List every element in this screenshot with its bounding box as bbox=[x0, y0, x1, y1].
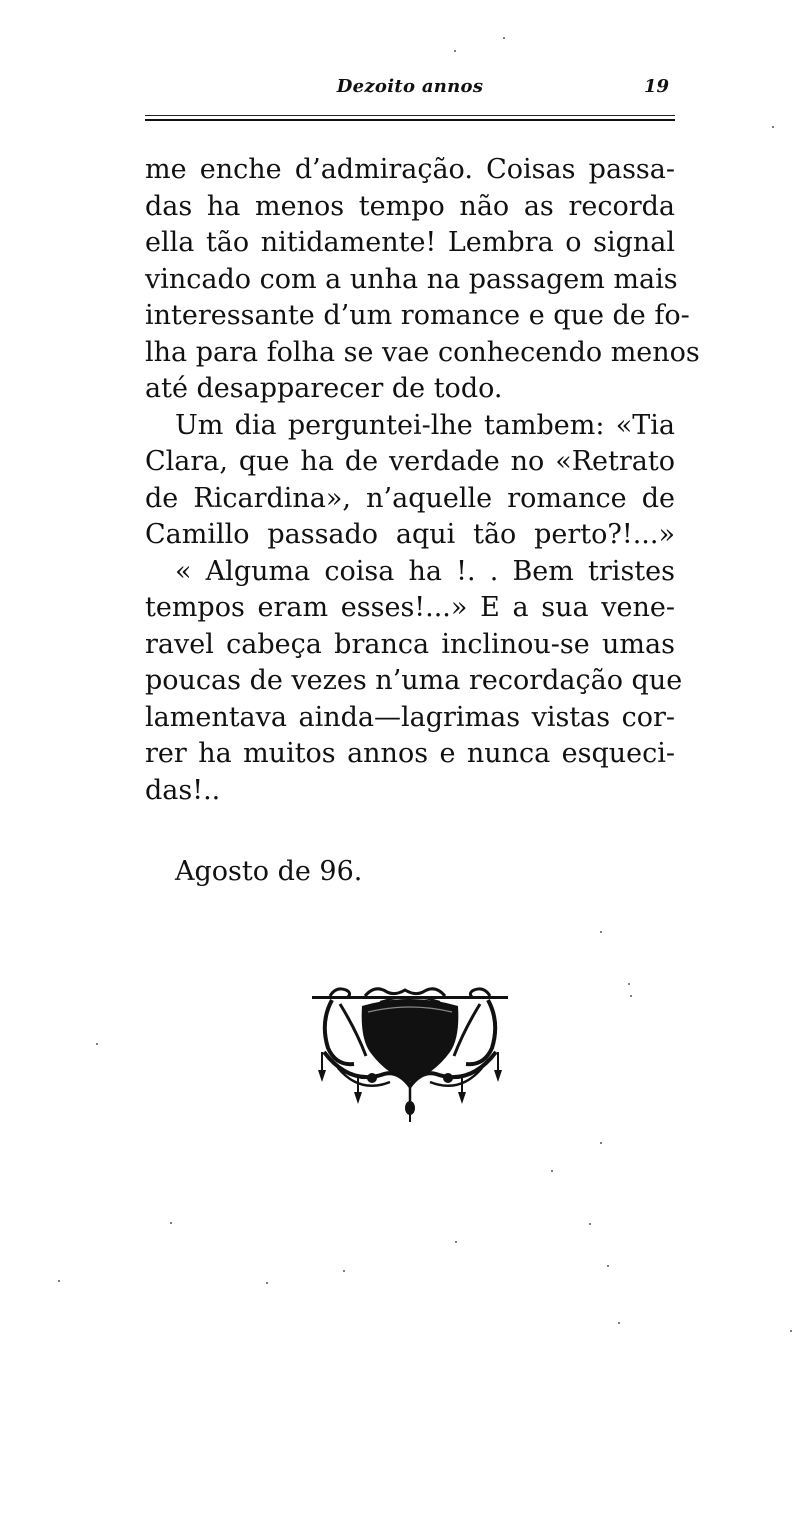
scan-speck bbox=[589, 1223, 591, 1225]
scan-speck bbox=[607, 1265, 609, 1267]
scan-speck bbox=[618, 1322, 620, 1324]
body-text bbox=[145, 152, 700, 809]
text-line: Clara, que ha de verdade no «Retrato bbox=[145, 446, 675, 477]
text-line: tempos eram esses!...» E a sua vene- bbox=[145, 592, 675, 623]
text-line: ravel cabeça branca inclinou-se umas bbox=[145, 628, 675, 660]
scan-speck bbox=[628, 983, 630, 985]
text-line: « Alguma coisa ha !. . Bem tristes bbox=[175, 555, 675, 587]
scan-speck bbox=[454, 50, 456, 52]
page-number: 19 bbox=[643, 76, 669, 97]
text-line: Camillo passado aqui tão perto?!...» bbox=[145, 519, 675, 550]
text-line: rer ha muitos annos e nunca esqueci- bbox=[145, 738, 675, 769]
scan-speck bbox=[790, 1330, 792, 1332]
paragraph-3 bbox=[145, 554, 683, 810]
running-title: Dezoito annos bbox=[336, 76, 484, 97]
text-line: lamentava ainda—lagrimas vistas cor- bbox=[145, 701, 675, 733]
scan-speck bbox=[266, 1282, 268, 1284]
text-line: interessante d’um romance e que de fo- bbox=[145, 300, 690, 331]
running-header bbox=[145, 76, 675, 106]
paragraph-1 bbox=[145, 152, 700, 408]
scan-speck bbox=[170, 1222, 172, 1224]
scan-speck bbox=[551, 1170, 553, 1172]
text-line: poucas de vezes n’uma recordação que bbox=[145, 665, 683, 696]
scan-speck bbox=[600, 931, 602, 933]
text-line: das!.. bbox=[145, 774, 221, 806]
dateline: Agosto de 96. bbox=[175, 856, 363, 887]
scan-speck bbox=[600, 1142, 602, 1144]
decorative-tailpiece-icon bbox=[310, 982, 510, 1124]
text-line: vincado com a unha na passagem mais bbox=[145, 263, 678, 295]
scan-speck bbox=[58, 1280, 60, 1282]
text-line: de Ricardina», n’aquelle romance de bbox=[145, 482, 675, 514]
scan-speck bbox=[630, 995, 632, 997]
scan-speck bbox=[772, 126, 774, 128]
paragraph-2 bbox=[145, 408, 675, 554]
scan-speck bbox=[503, 37, 505, 39]
text-line: me enche d’admiração. Coisas passa- bbox=[145, 154, 675, 185]
scan-speck bbox=[455, 1241, 457, 1243]
text-line: ella tão nitidamente! Lembra o signal bbox=[145, 227, 675, 258]
header-rule bbox=[145, 115, 675, 121]
text-line: Um dia perguntei-lhe tambem: «Tia bbox=[175, 409, 675, 441]
scan-speck bbox=[96, 1043, 98, 1045]
scan-speck bbox=[343, 1270, 345, 1272]
text-line: até desapparecer de todo. bbox=[145, 373, 503, 404]
text-line: das ha menos tempo não as recorda bbox=[145, 190, 675, 222]
text-line: lha para folha se vae conhecendo menos bbox=[145, 336, 700, 368]
